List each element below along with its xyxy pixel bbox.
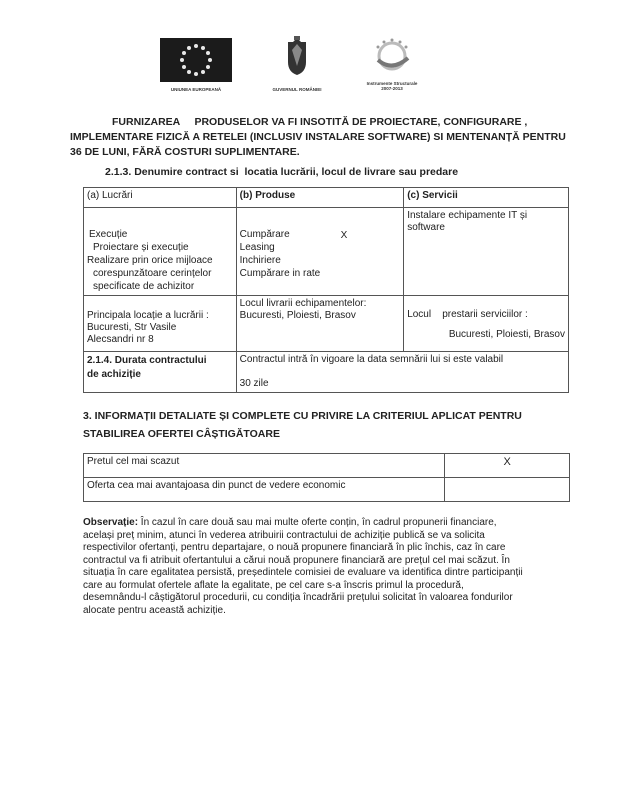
section-3-heading-1: 3. INFORMAȚII DETALIATE ȘI COMPLETE CU PRIVIRE LA CRITERIUL APLICAT PENTRU (83, 410, 522, 422)
observation-block (83, 517, 583, 617)
observation-line: respectivilor ofertanți, pentru departajare, o nouă propunere financiară în plic închis, caz în care (83, 542, 506, 553)
products-item: Cumpărare (239, 229, 290, 240)
observation-line: același preț minim, atunci în vederea atribuirii contractului de achiziție publică se va solicita (83, 529, 485, 541)
criteria-mark (445, 478, 570, 502)
purchase-mark: X (340, 230, 348, 241)
criteria-table (83, 453, 570, 502)
criteria-mark: X (445, 454, 570, 478)
intro-line-2: IMPLEMENTARE FIZICĂ A RETELEI (INCLUSIV INSTALARE SOFTWARE) SI MENTENANȚĂ PENTRU (70, 131, 566, 143)
delivery-location-line: Bucuresti, Ploiesti, Brasov (239, 310, 356, 321)
duration-value-cell (236, 352, 568, 393)
observation-line: care au formulat ofertele aflate la egalitate, pe cel care s-a înscris primul la procedură, (83, 579, 464, 591)
products-item: Leasing (239, 242, 275, 253)
delivery-location-cell (236, 296, 404, 352)
intro-line-1: FURNIZAREA PRODUSELOR VA FI INSOTITĂ DE PROIECTARE, CONFIGURARE , (112, 116, 528, 128)
works-item: Proiectare și execuție (93, 242, 189, 253)
eu-logo (158, 38, 234, 94)
criteria-row (84, 454, 570, 478)
criteria-row (84, 478, 570, 502)
structural-years: 2007-2013 (381, 86, 403, 91)
criteria-label: Pretul cel mai scazut (84, 454, 445, 478)
works-location-cell (84, 296, 237, 352)
eu-flag-icon (160, 38, 232, 82)
works-item: specificate de achizitor (93, 281, 195, 292)
observation-text: În cazul în care două sau mai multe oferte conțin, în cadrul propunerii financiare, (138, 517, 497, 528)
works-item: Execuție (89, 229, 128, 240)
products-item: Cumpărare in rate (239, 268, 321, 279)
structural-instruments-logo (352, 36, 432, 98)
col-c-header: (c) Servicii (404, 188, 569, 208)
products-item: Inchiriere (239, 255, 281, 266)
duration-text: Contractul intră în vigoare la data semnării lui si este valabil (239, 354, 504, 365)
services-line: software (407, 222, 445, 233)
structural-caption: Instrumente Structurale (366, 81, 418, 86)
services-line: Instalare echipamente IT și (407, 210, 528, 221)
observation-label: Observație: (83, 517, 139, 528)
observation-line: alocate pentru această achiziție. (83, 604, 226, 616)
government-caption: GUVERNUL ROMÂNIEI (272, 87, 322, 92)
section-3-heading-2: STABILIREA OFERTEI CÂȘTIGĂTOARE (83, 428, 280, 440)
works-item: Realizare prin orice mijloace (87, 255, 213, 266)
delivery-location-line: Locul livrarii echipamentelor: (239, 298, 367, 309)
works-types-cell (84, 208, 237, 296)
stars-swirl-icon (368, 36, 416, 79)
services-cell (404, 208, 569, 296)
col-b-header: (b) Produse (236, 188, 404, 208)
intro-line-3: 36 DE LUNI, FĂRĂ COSTURI SUPLIMENTARE. (70, 146, 300, 158)
works-location-line: Alecsandri nr 8 (87, 334, 154, 345)
observation-line (83, 517, 583, 530)
duration-label: 2.1.4. Durata contractului (87, 355, 207, 366)
service-location-label: Locul prestarii serviciilor : (407, 309, 528, 320)
duration-value: 30 zile (239, 378, 269, 389)
criteria-label: Oferta cea mai avantajoasa din punct de vedere economic (84, 478, 445, 502)
government-logo (262, 36, 332, 94)
observation-line: contractul va fi atribuit ofertantului a cărui nouă propunere financiară are prețul cel mai scăzut. În (83, 554, 510, 566)
section-213-heading: 2.1.3. Denumire contract si locatia lucrării, locul de livrare sau predare (105, 166, 459, 178)
service-location-cell (404, 296, 569, 352)
eu-caption: UNIUNEA EUROPEANĂ (170, 87, 222, 92)
observation-line: desemnându-l câștigătorul procedurii, cu condiția încadrării prețului solicitat în valoarea fondurilor (83, 592, 513, 603)
works-location-line: Bucuresti, Str Vasile (87, 322, 177, 333)
works-item: corespunzătoare cerințelor (93, 268, 212, 279)
col-a-header: (a) Lucrări (84, 188, 237, 208)
duration-label-cell (84, 352, 237, 393)
service-location-value: Bucuresti, Ploiesti, Brasov (448, 329, 565, 340)
duration-label: de achiziție (87, 369, 141, 380)
observation-line: situația în care egalitatea persistă, președintele comisiei de evaluare va identifica dintre participanții (83, 567, 523, 578)
contract-location-table (83, 187, 569, 393)
products-types-cell (236, 208, 404, 296)
works-location-line: Principala locație a lucrării : (87, 310, 209, 321)
coat-of-arms-icon (284, 36, 310, 81)
